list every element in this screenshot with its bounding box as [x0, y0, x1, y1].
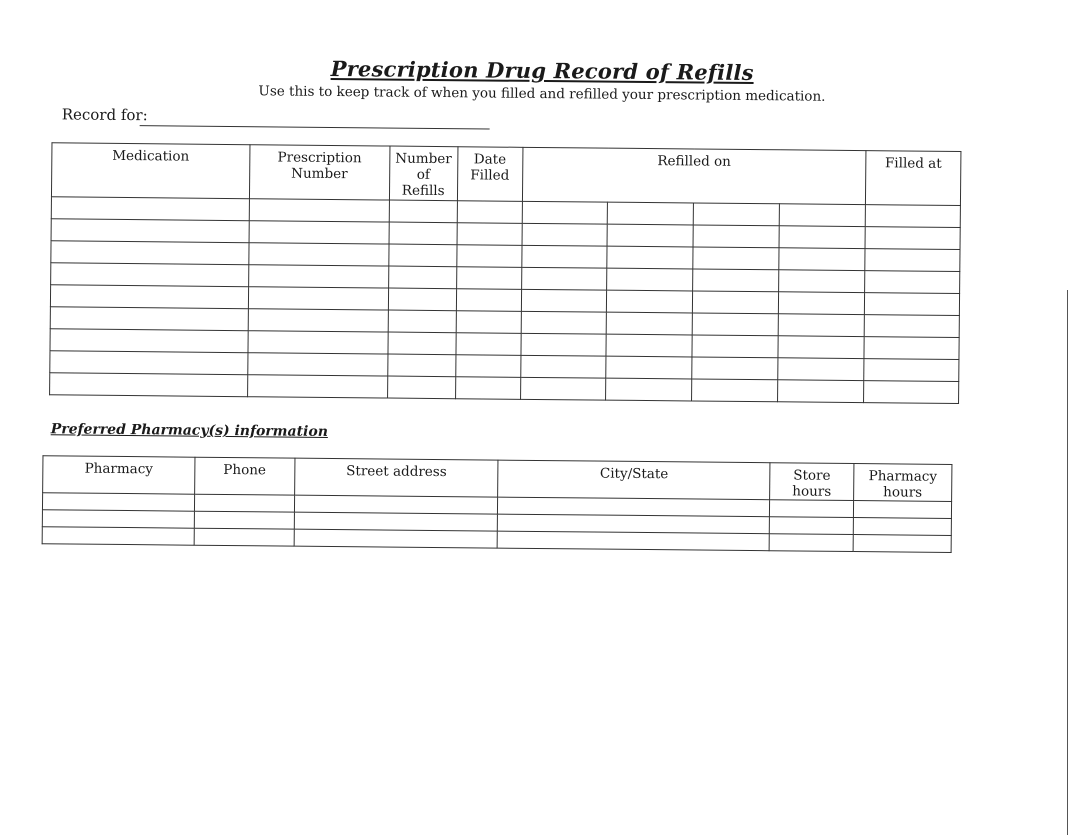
- table-cell[interactable]: [457, 223, 522, 246]
- table-cell[interactable]: [42, 527, 194, 545]
- table-cell[interactable]: [457, 201, 522, 224]
- table-cell[interactable]: [853, 518, 951, 536]
- table-cell[interactable]: [248, 331, 388, 354]
- table-cell[interactable]: [388, 244, 456, 267]
- table-cell[interactable]: [51, 241, 249, 265]
- column-header-city-state: City/State: [498, 460, 770, 500]
- table-cell[interactable]: [456, 311, 521, 334]
- table-cell[interactable]: [388, 288, 456, 311]
- table-cell[interactable]: [456, 289, 521, 312]
- table-cell[interactable]: [693, 247, 779, 270]
- table-cell[interactable]: [249, 243, 389, 266]
- table-cell[interactable]: [521, 333, 607, 356]
- table-cell[interactable]: [248, 353, 388, 376]
- page-subtitle: Use this to keep track of when you filled and refilled your prescription medication.: [258, 83, 826, 105]
- table-cell[interactable]: [692, 335, 778, 358]
- column-header-pharmacy-hours: Pharmacy hours: [854, 464, 952, 502]
- table-cell[interactable]: [194, 511, 294, 529]
- table-cell[interactable]: [389, 222, 457, 245]
- column-header-medication: Medication: [51, 143, 249, 199]
- table-cell[interactable]: [607, 312, 693, 335]
- table-cell[interactable]: [692, 379, 778, 402]
- table-cell[interactable]: [692, 313, 778, 336]
- table-cell[interactable]: [779, 248, 865, 271]
- page-title: Prescription Drug Record of Refills: [330, 55, 754, 86]
- table-cell[interactable]: [387, 354, 455, 377]
- table-cell[interactable]: [387, 376, 455, 399]
- column-header-filled-at: Filled at: [865, 151, 960, 206]
- table-cell[interactable]: [456, 333, 521, 356]
- column-header-prescription-number: Prescription Number: [249, 145, 389, 200]
- table-cell[interactable]: [865, 271, 960, 294]
- table-cell[interactable]: [247, 375, 387, 398]
- table-cell[interactable]: [606, 378, 692, 401]
- table-cell[interactable]: [864, 337, 959, 360]
- table-cell[interactable]: [50, 307, 248, 331]
- column-header-store-hours: Store hours: [770, 463, 854, 501]
- record-for-blank-line[interactable]: [140, 125, 490, 129]
- table-cell[interactable]: [498, 531, 770, 551]
- table-cell[interactable]: [521, 245, 607, 268]
- table-cell[interactable]: [522, 201, 608, 224]
- table-cell[interactable]: [778, 358, 864, 381]
- column-header-street-address: Street address: [294, 458, 498, 497]
- table-cell[interactable]: [521, 311, 607, 334]
- table-cell[interactable]: [388, 332, 456, 355]
- table-cell[interactable]: [194, 494, 294, 512]
- table-cell[interactable]: [769, 534, 853, 552]
- refills-table-header: [51, 143, 960, 206]
- table-cell[interactable]: [694, 203, 780, 226]
- table-cell[interactable]: [864, 359, 959, 382]
- table-cell[interactable]: [249, 199, 389, 222]
- table-cell[interactable]: [606, 334, 692, 357]
- table-cell[interactable]: [248, 287, 388, 310]
- table-cell[interactable]: [853, 501, 951, 519]
- table-cell[interactable]: [770, 500, 854, 518]
- column-header-number-of-refills: Number of Refills: [389, 146, 457, 201]
- table-cell[interactable]: [50, 351, 248, 375]
- table-cell[interactable]: [248, 265, 388, 288]
- table-cell[interactable]: [521, 289, 607, 312]
- column-header-phone: Phone: [194, 457, 294, 495]
- table-cell[interactable]: [865, 249, 960, 272]
- table-cell[interactable]: [455, 355, 520, 378]
- table-cell[interactable]: [455, 377, 520, 400]
- table-cell[interactable]: [294, 512, 498, 531]
- table-cell[interactable]: [388, 266, 456, 289]
- table-cell[interactable]: [522, 223, 608, 246]
- table-cell[interactable]: [779, 204, 865, 227]
- column-header-refilled-on: Refilled on: [522, 147, 866, 204]
- table-cell[interactable]: [456, 267, 521, 290]
- table-cell[interactable]: [51, 197, 249, 221]
- table-cell[interactable]: [769, 517, 853, 535]
- table-cell[interactable]: [693, 269, 779, 292]
- table-cell[interactable]: [607, 246, 693, 269]
- refills-table: [49, 142, 961, 404]
- record-for-label: Record for:: [61, 105, 148, 125]
- table-cell[interactable]: [249, 221, 389, 244]
- table-cell[interactable]: [50, 329, 248, 353]
- table-cell[interactable]: [389, 200, 457, 223]
- table-cell[interactable]: [521, 267, 607, 290]
- table-cell[interactable]: [865, 205, 960, 228]
- table-cell[interactable]: [778, 380, 864, 403]
- table-cell[interactable]: [693, 225, 779, 248]
- table-cell[interactable]: [194, 528, 294, 546]
- table-cell[interactable]: [456, 245, 521, 268]
- table-cell[interactable]: [607, 290, 693, 313]
- table-cell[interactable]: [248, 309, 388, 332]
- table-cell[interactable]: [693, 291, 779, 314]
- table-cell[interactable]: [42, 510, 194, 528]
- table-cell[interactable]: [778, 336, 864, 359]
- table-cell[interactable]: [520, 355, 606, 378]
- table-cell[interactable]: [607, 268, 693, 291]
- pharmacy-table: [42, 455, 953, 553]
- table-cell[interactable]: [51, 263, 249, 287]
- table-cell[interactable]: [608, 202, 694, 225]
- table-cell[interactable]: [853, 535, 951, 553]
- table-cell[interactable]: [42, 493, 194, 511]
- table-cell[interactable]: [864, 381, 959, 404]
- table-cell[interactable]: [778, 314, 864, 337]
- column-header-pharmacy: Pharmacy: [43, 456, 195, 494]
- table-cell[interactable]: [51, 219, 249, 243]
- pharmacy-section-title: Preferred Pharmacy(s) information: [50, 421, 328, 440]
- table-cell[interactable]: [865, 227, 960, 250]
- scan-edge-line: [1067, 290, 1068, 835]
- table-cell[interactable]: [50, 285, 248, 309]
- table-cell[interactable]: [607, 224, 693, 247]
- table-cell[interactable]: [388, 310, 456, 333]
- table-cell[interactable]: [864, 293, 959, 316]
- table-cell[interactable]: [520, 377, 606, 400]
- table-cell[interactable]: [294, 495, 498, 514]
- table-cell[interactable]: [779, 270, 865, 293]
- table-cell[interactable]: [864, 315, 959, 338]
- table-cell[interactable]: [692, 357, 778, 380]
- table-cell[interactable]: [779, 292, 865, 315]
- table-cell[interactable]: [50, 373, 248, 397]
- column-header-date-filled: Date Filled: [457, 147, 522, 202]
- table-cell[interactable]: [606, 356, 692, 379]
- table-cell[interactable]: [294, 529, 498, 548]
- table-cell[interactable]: [779, 226, 865, 249]
